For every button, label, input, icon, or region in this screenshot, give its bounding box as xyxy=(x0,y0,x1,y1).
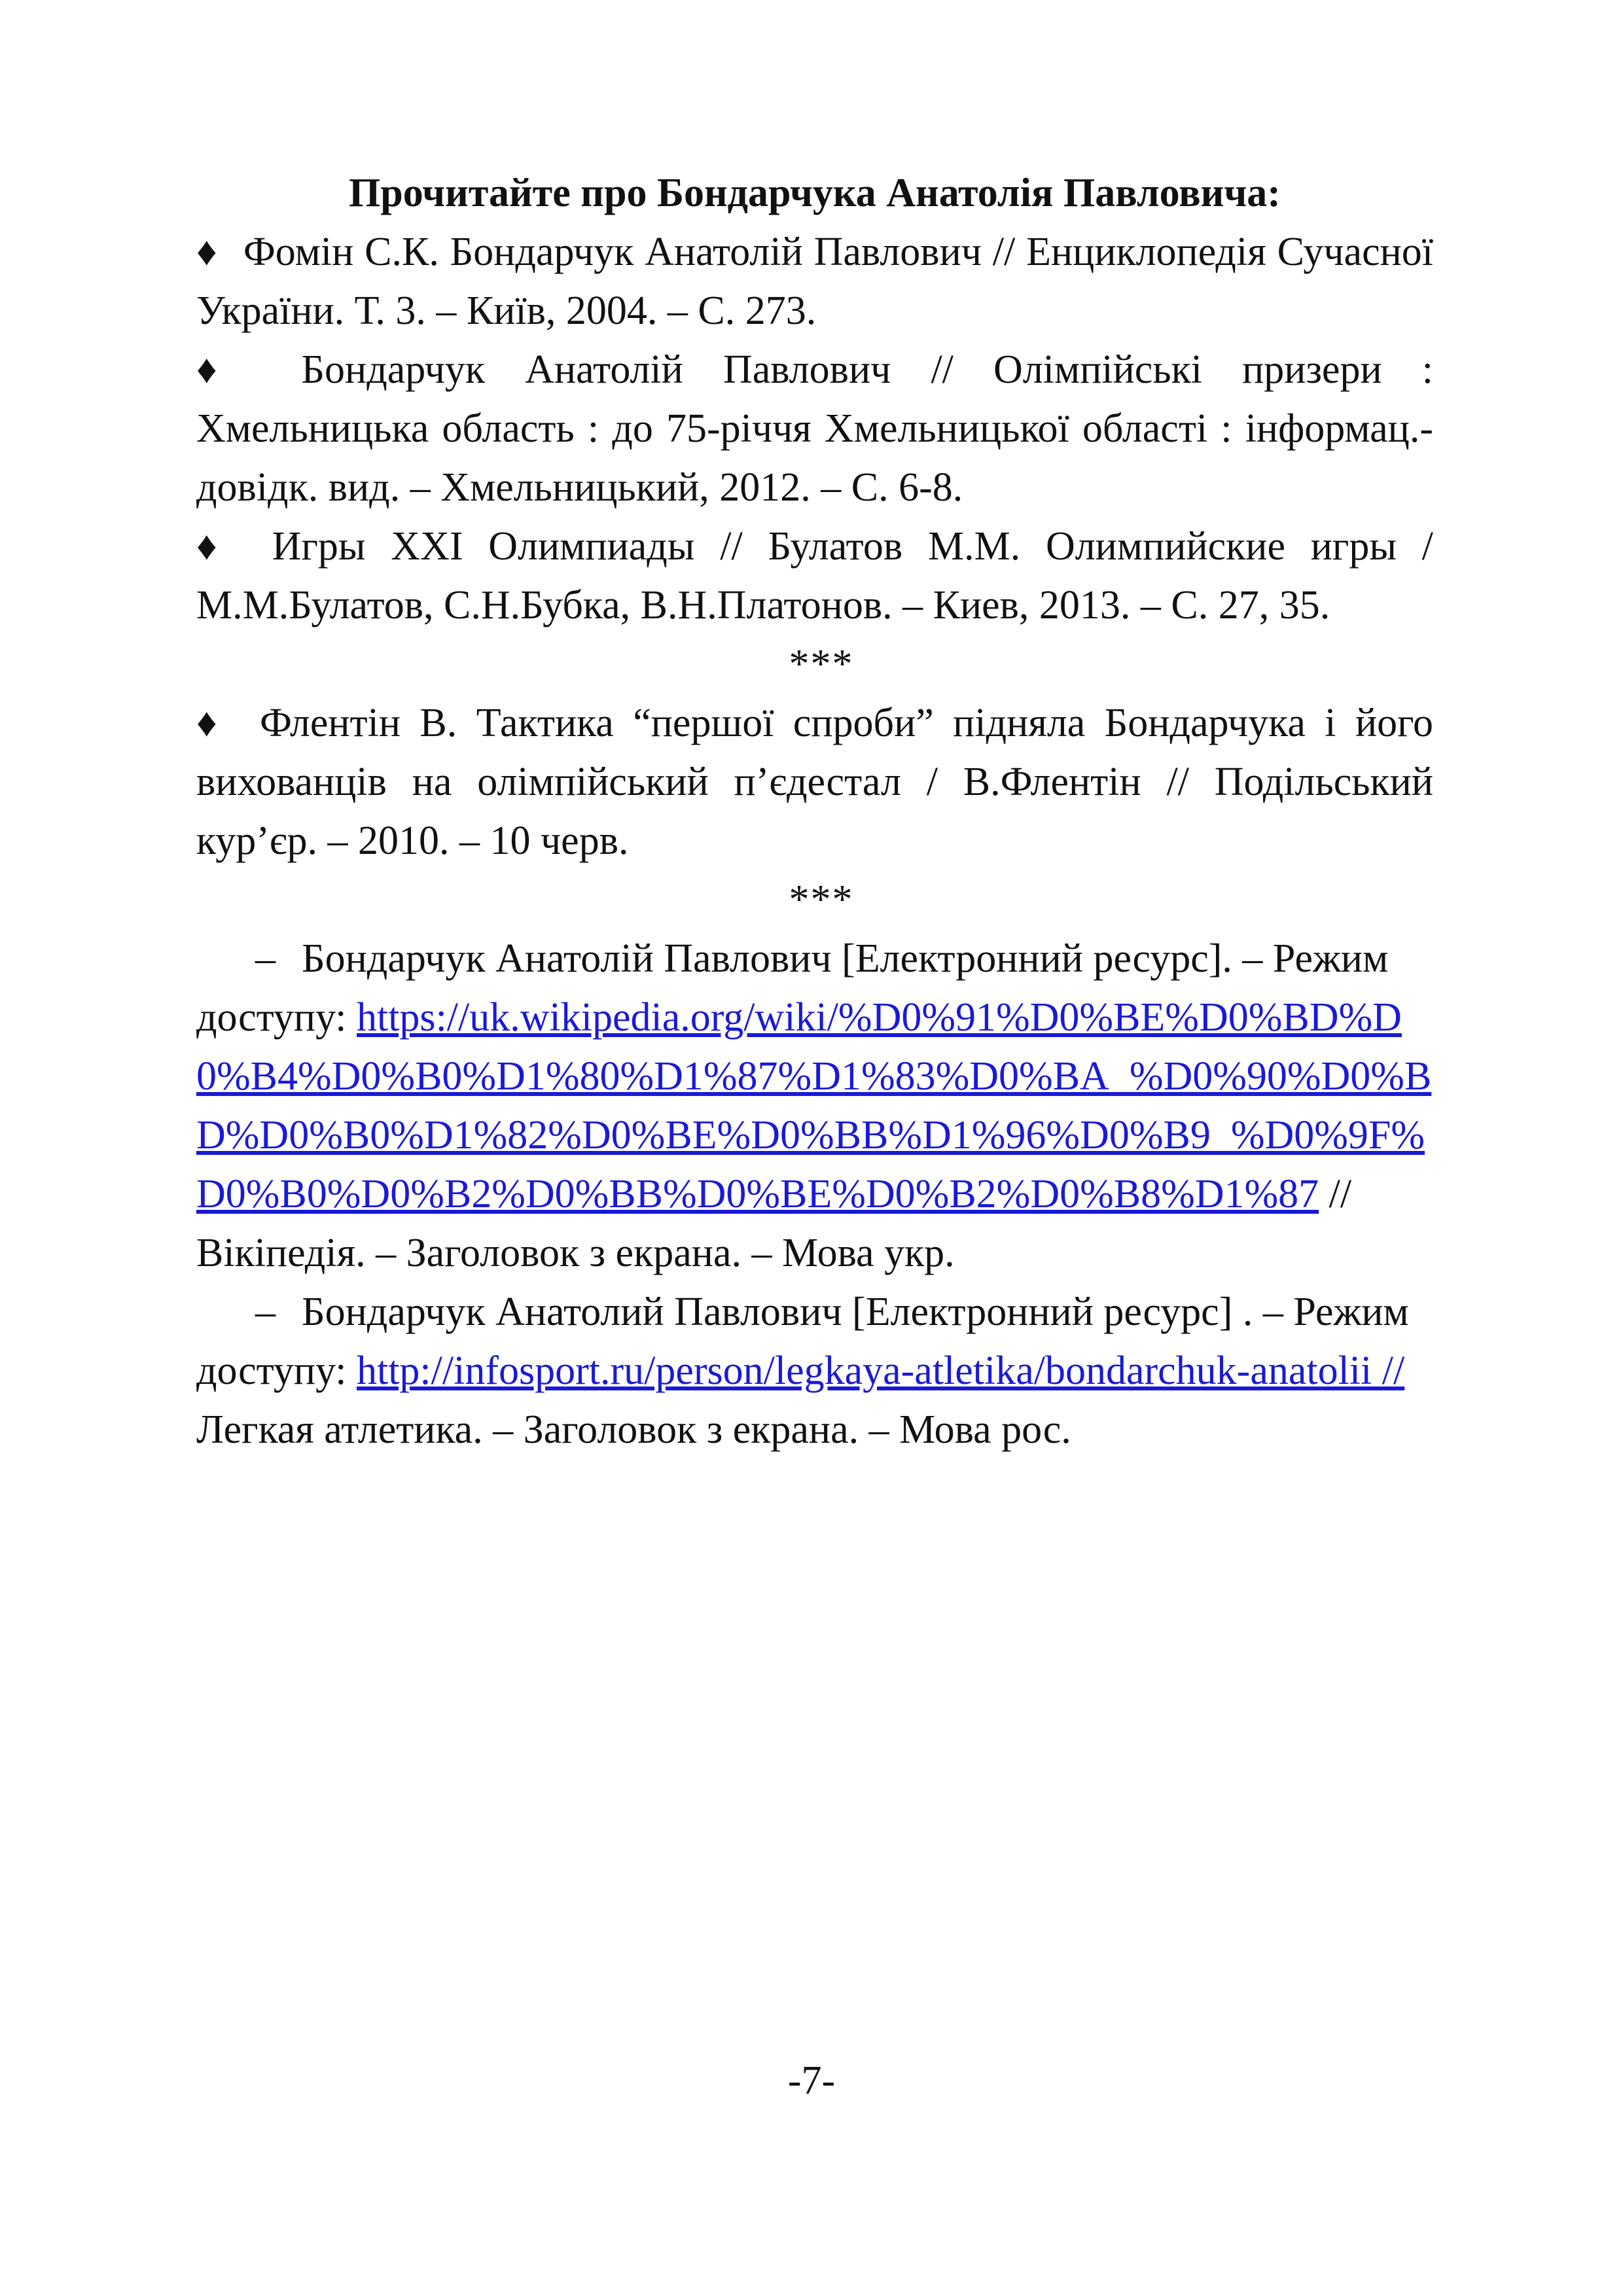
electronic-resource-1 xyxy=(196,929,1433,1282)
dash-marker: – xyxy=(255,1290,276,1334)
entry-text: Игры XXI Олимпиады // Булатов М.М. Олимпийские игры / М.М.Булатов, С.Н.Бубка, В.Н.Платонов. – Киев, 2013. – С. 27, 35. xyxy=(196,524,1433,627)
bibliography-entry-4 xyxy=(196,694,1433,870)
entry-text: Бондарчук Анатолій Павлович // Олімпійські призери : Хмельницька область : до 75-річчя Хмельницької області : інформац.-довідк. вид. – Хмельницький, 2012. – С. 6-8. xyxy=(196,347,1433,510)
page-number: -7- xyxy=(787,2058,836,2103)
diamond-bullet-icon: ♦ xyxy=(196,347,247,392)
entry-text: Флентін В. Тактика “першої спроби” підняла Бондарчука і його вихованців на олімпійський п’єдестал / В.Флентін // Подільський кур’єр. – 2010. – 10 черв. xyxy=(196,701,1434,863)
bibliography-entry-3 xyxy=(196,517,1433,635)
infosport-link[interactable]: http://infosport.ru/person/legkaya-atletika/bondarchuk-anatolii // xyxy=(356,1349,1405,1393)
resource-title: Бондарчук Анатолій Павлович [Електронний ресурс]. – xyxy=(302,936,1263,981)
diamond-bullet-icon: ♦ xyxy=(196,701,226,745)
bibliography-entry-2 xyxy=(196,340,1433,517)
diamond-bullet-icon: ♦ xyxy=(196,230,218,274)
separator-stars: *** xyxy=(789,642,854,686)
access-label: Режим доступу: xyxy=(196,1290,1409,1393)
document-page xyxy=(196,164,1433,1459)
access-label: Режим доступу: xyxy=(196,936,1389,1040)
entry-text: Фомін С.К. Бондарчук Анатолій Павлович // Енциклопедія Сучасної України. Т. 3. – Київ, 2004. – С. 273. xyxy=(196,230,1433,333)
diamond-bullet-icon: ♦ xyxy=(196,524,232,569)
section-heading: Прочитайте про Бондарчука Анатолія Павловича: xyxy=(349,171,1281,215)
bibliography-entry-1 xyxy=(196,222,1433,340)
resource-tail: Легкая атлетика. – Заголовок з екрана. – Мова рос. xyxy=(196,1407,1071,1452)
resource-title: Бондарчук Анатолий Павлович [Електронний ресурс] . – xyxy=(302,1290,1283,1334)
resource-tail: // Вікіпедія. – Заголовок з екрана. – Мова укр. xyxy=(196,1172,1352,1275)
dash-marker: – xyxy=(255,936,276,981)
wikipedia-link[interactable]: https://uk.wikipedia.org/wiki/%D0%91%D0%BE%D0%BD%D0%B4%D0%B0%D1%80%D1%87%D1%83%D0%BA_%D0%90%D0%BD%D0%B0%D1%82%D0%BE%D0%BB%D1%96%D0%B9_%D0%9F%D0%B0%D0%B2%D0%BB%D0%BE%D0%B2%D0%B8%D1%87 xyxy=(196,995,1432,1216)
separator-stars: *** xyxy=(789,877,854,922)
electronic-resource-2 xyxy=(196,1282,1433,1459)
